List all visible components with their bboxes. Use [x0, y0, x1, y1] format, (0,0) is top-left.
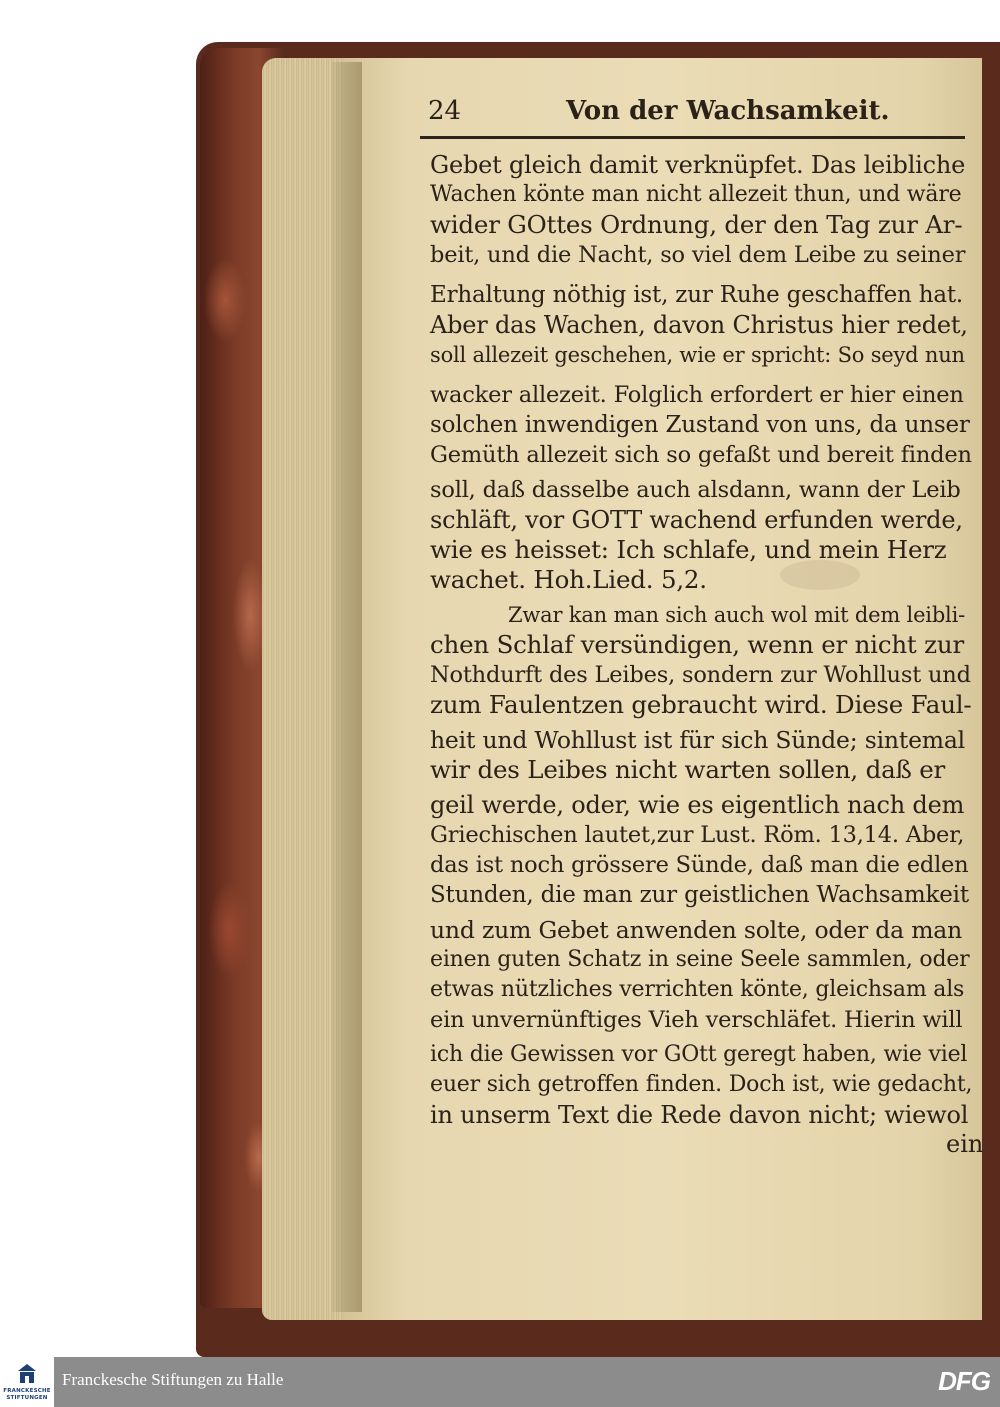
text-line: Stunden, die man zur geistlichen Wachsamkeit — [430, 882, 969, 908]
text-line: chen Schlaf versündigen, wenn er nicht zur — [430, 630, 964, 659]
text-line: Griechischen lautet,zur Lust. Röm. 13,14. Aber, — [430, 822, 965, 848]
dfg-logo[interactable]: DFG — [938, 1366, 990, 1396]
header-rule — [420, 136, 965, 139]
catchword: ein — [946, 1130, 984, 1158]
institution-name: Franckesche Stiftungen zu Halle — [62, 1370, 284, 1389]
text-line: wacker allezeit. Folglich erfordert er hier einen — [430, 382, 964, 408]
institution-logo[interactable] — [0, 1357, 54, 1407]
text-line: in unserm Text die Rede davon nicht; wiewol — [430, 1101, 969, 1129]
francke-logo-icon — [16, 1363, 38, 1385]
text-line: wider GOttes Ordnung, der den Tag zur Ar- — [430, 210, 963, 239]
text-line: heit und Wohllust ist für sich Sünde; sintemal — [430, 726, 965, 754]
text-line: etwas nützliches verrichten könte, gleichsam als — [430, 977, 965, 1002]
text-line: wir des Leibes nicht warten sollen, daß er — [430, 755, 946, 784]
text-line: und zum Gebet anwenden solte, oder da man — [430, 916, 963, 944]
running-head: Von der Wachsamkeit. — [566, 96, 890, 126]
text-line: solchen inwendigen Zustand von uns, da unser — [430, 412, 970, 438]
text-line: soll, daß dasselbe auch alsdann, wann der Leib — [430, 477, 961, 503]
paragraph-first-line: Zwar kan man sich auch wol mit dem leibli- — [508, 603, 965, 627]
logo-caption — [2, 1388, 52, 1401]
text-line: ich die Gewissen vor GOtt geregt haben, wie viel — [430, 1042, 968, 1067]
text-line: wachet. Hoh.Lied. 5,2. — [430, 565, 707, 594]
text-line: geil werde, oder, wie es eigentlich nach dem — [430, 791, 965, 819]
text-line: Nothdurft des Leibes, sondern zur Wohllust und — [430, 662, 971, 688]
text-line: Wachen könte man nicht allezeit thun, und wäre — [430, 182, 962, 207]
text-line: ein unvernünftiges Vieh verschläfet. Hierin will — [430, 1007, 963, 1033]
text-line: soll allezeit geschehen, wie er spricht: So seyd nun — [430, 343, 965, 367]
page-number: 24 — [428, 96, 462, 126]
text-line: Aber das Wachen, davon Christus hier redet, — [430, 311, 968, 339]
text-line: Erhaltung nöthig ist, zur Ruhe geschaffen hat. — [430, 282, 963, 308]
text-line: euer sich getroffen finden. Doch ist, wie gedacht, — [430, 1072, 973, 1097]
gutter-shadow — [332, 62, 362, 1312]
text-line: beit, und die Nacht, so viel dem Leibe zu seiner — [430, 242, 966, 268]
text-line: Gemüth allezeit sich so gefaßt und bereit finden — [430, 442, 972, 468]
text-line: zum Faulentzen gebraucht wird. Diese Faul- — [430, 690, 972, 719]
text-line: einen guten Schatz in seine Seele sammlen, oder — [430, 947, 970, 972]
text-line: Gebet gleich damit verknüpfet. Das leibliche — [430, 151, 966, 179]
logo-caption-line: FRANCKESCHE — [3, 1388, 51, 1394]
text-line: das ist noch grössere Sünde, daß man die edlen — [430, 852, 969, 878]
footer-bar — [0, 1357, 1000, 1407]
text-line: wie es heisset: Ich schlafe, und mein Herz — [430, 535, 947, 564]
logo-caption-line: STIFTUNGEN — [6, 1394, 48, 1401]
text-line: schläft, vor GOTT wachend erfunden werde, — [430, 506, 963, 534]
